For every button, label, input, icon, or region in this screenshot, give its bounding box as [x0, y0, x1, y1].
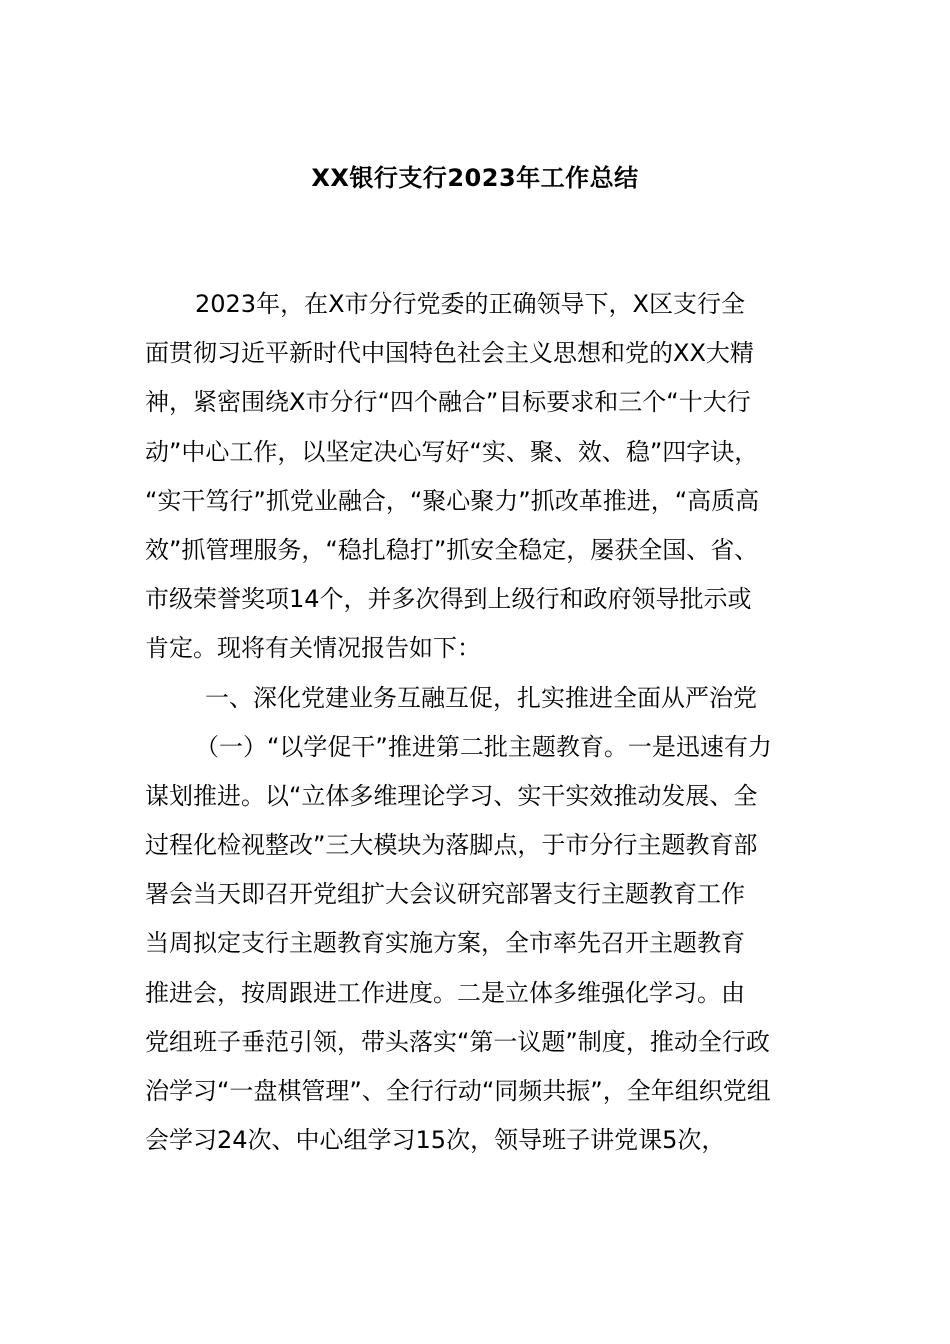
- document-title: XX银行支行2023年工作总结: [311, 164, 639, 192]
- subsection-line: （一）“以学促干”推进第二批主题教育。一是迅速有力: [195, 732, 772, 761]
- paragraph-line: 推进会，按周跟进工作进度。二是立体多维强化学习。由: [145, 978, 745, 1007]
- paragraph-line: 谋划推进。以“立体多维理论学习、实干实效推动发展、全: [145, 781, 758, 810]
- paragraph-line: 过程化检视整改”三大模块为落脚点，于市分行主题教育部: [145, 831, 758, 860]
- section-heading: 一、深化党建业务互融互促，扎实推进全面从严治党: [205, 683, 757, 712]
- paragraph-line: 党组班子垂范引领，带头落实“第一议题”制度，推动全行政: [145, 1027, 770, 1056]
- paragraph-line: 效”抓管理服务，“稳扎稳打”抓安全稳定，屡获全国、省、: [145, 535, 759, 564]
- paragraph-line: 神，紧密围绕X市分行“四个融合”目标要求和三个“十大行: [145, 388, 751, 417]
- paragraph-line: 署会当天即召开党组扩大会议研究部署支行主题教育工作: [145, 880, 745, 909]
- paragraph-line: 市级荣誉奖项14个，并多次得到上级行和政府领导批示或: [145, 585, 752, 614]
- paragraph-line: 动”中心工作，以坚定决心写好“实、聚、效、稳”四字诀，: [145, 437, 759, 466]
- paragraph-line: “实干笃行”抓党业融合，“聚心聚力”抓改革推进，“高质高: [145, 486, 760, 515]
- paragraph-line: 面贯彻习近平新时代中国特色社会主义思想和党的XX大精: [145, 339, 754, 368]
- paragraph-line: 治学习“一盘棋管理”、全行行动“同频共振”，全年组织党组: [145, 1077, 771, 1105]
- paragraph-line: 2023年，在X市分行党委的正确领导下，X区支行全: [195, 290, 745, 318]
- paragraph-line: 肯定。现将有关情况报告如下：: [145, 634, 481, 663]
- document-body: [145, 280, 807, 1165]
- paragraph-line: 当周拟定支行主题教育实施方案，全市率先召开主题教育: [145, 929, 745, 958]
- paragraph-line: 会学习24次、中心组学习15次，领导班子讲党课5次，: [145, 1126, 726, 1155]
